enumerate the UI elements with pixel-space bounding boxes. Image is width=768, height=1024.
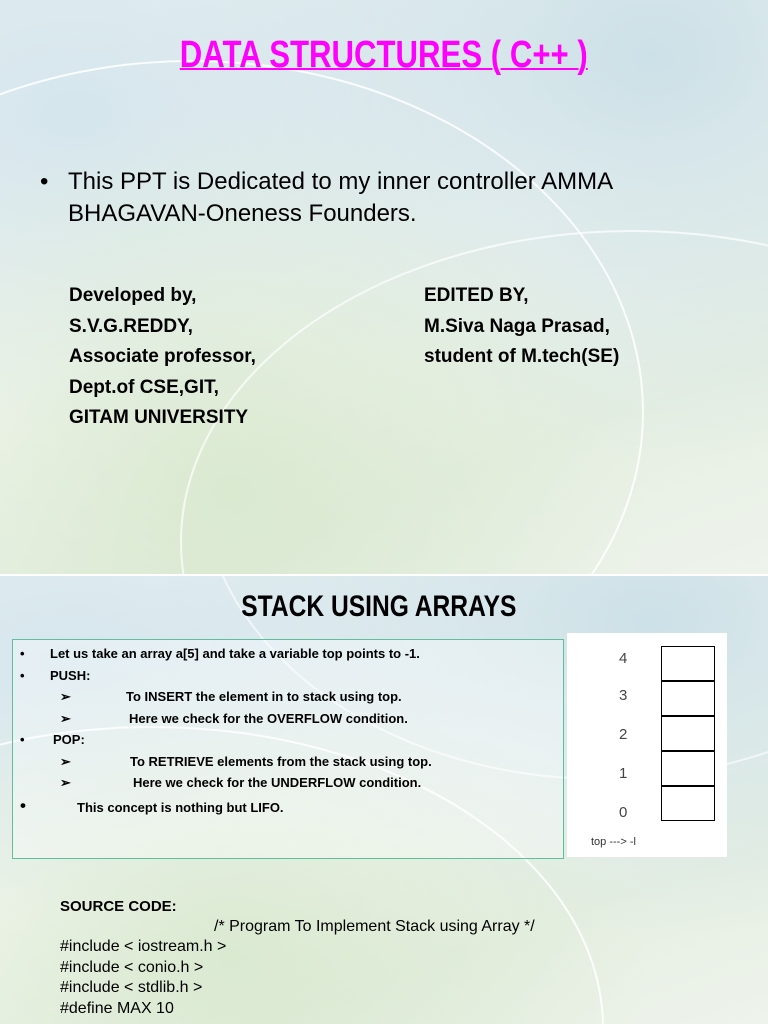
code-comment: /* Program To Implement Stack using Array */ [214,918,535,935]
stack-cell [661,786,715,821]
editor-line: EDITED BY, [424,285,529,306]
stack-slide [0,576,768,1024]
arrow-marker: ➢ [60,775,71,790]
arrow-marker: ➢ [60,711,71,726]
code-line: #include < iostream.h > [60,938,227,955]
stack-cell [661,646,715,681]
developer-line: S.V.G.REDDY, [69,315,193,337]
editor-block [424,281,619,373]
bullet-marker: • [20,668,25,683]
item-text: To RETRIEVE elements from the stack using top. [130,754,432,769]
stack-index: 4 [619,650,628,667]
stack-cell [661,716,715,751]
stack-index: 1 [619,765,628,782]
code-line: #include < conio.h > [60,959,204,976]
developer-line: GITAM UNIVERSITY [69,407,249,428]
developer-block [69,281,256,434]
item-text: Let us take an array a[5] and take a variable top points to -1. [50,646,420,661]
item-text: To INSERT the element in to stack using top. [126,689,402,704]
bullet-marker: • [40,168,49,195]
slide-title [0,590,758,624]
top-pointer-label: top ---> -l [591,836,636,848]
source-heading: SOURCE CODE: [60,898,177,915]
bullet-marker: • [20,796,26,815]
slide-title [0,34,768,77]
developer-line: Associate professor, [69,346,256,367]
stack-diagram [567,633,727,857]
code-line: #define MAX 10 [60,1000,174,1017]
editor-line: student of M.tech(SE) [424,346,620,367]
editor-line: M.Siva Naga Prasad, [424,315,610,337]
arrow-marker: ➢ [60,689,71,704]
stack-cell [661,681,715,716]
slide-title-text: DATA STRUCTURES ( C++ ) [180,34,588,76]
arrow-marker: ➢ [60,754,71,769]
bullet-marker: • [20,732,25,747]
stack-index: 2 [619,726,628,743]
code-line: #include < stdlib.h > [60,979,203,996]
bullet-marker: • [20,646,25,661]
developer-line: Developed by, [69,285,197,306]
dedication-text: This PPT is Dedicated to my inner controller AMMA BHAGAVAN-Oneness Founders. [68,168,612,227]
stack-index: 0 [619,804,628,821]
item-text: POP: [53,732,85,747]
item-text: This concept is nothing but LIFO. [77,800,284,815]
item-text: PUSH: [50,668,91,683]
item-text: Here we check for the UNDERFLOW condition. [133,775,422,790]
stack-cell [661,751,715,786]
concept-box [12,639,564,859]
stack-index: 3 [619,687,628,704]
item-text: Here we check for the OVERFLOW condition. [129,711,408,726]
slide-title-text: STACK USING ARRAYS [241,590,517,623]
developer-line: Dept.of CSE,GIT, [69,376,219,398]
